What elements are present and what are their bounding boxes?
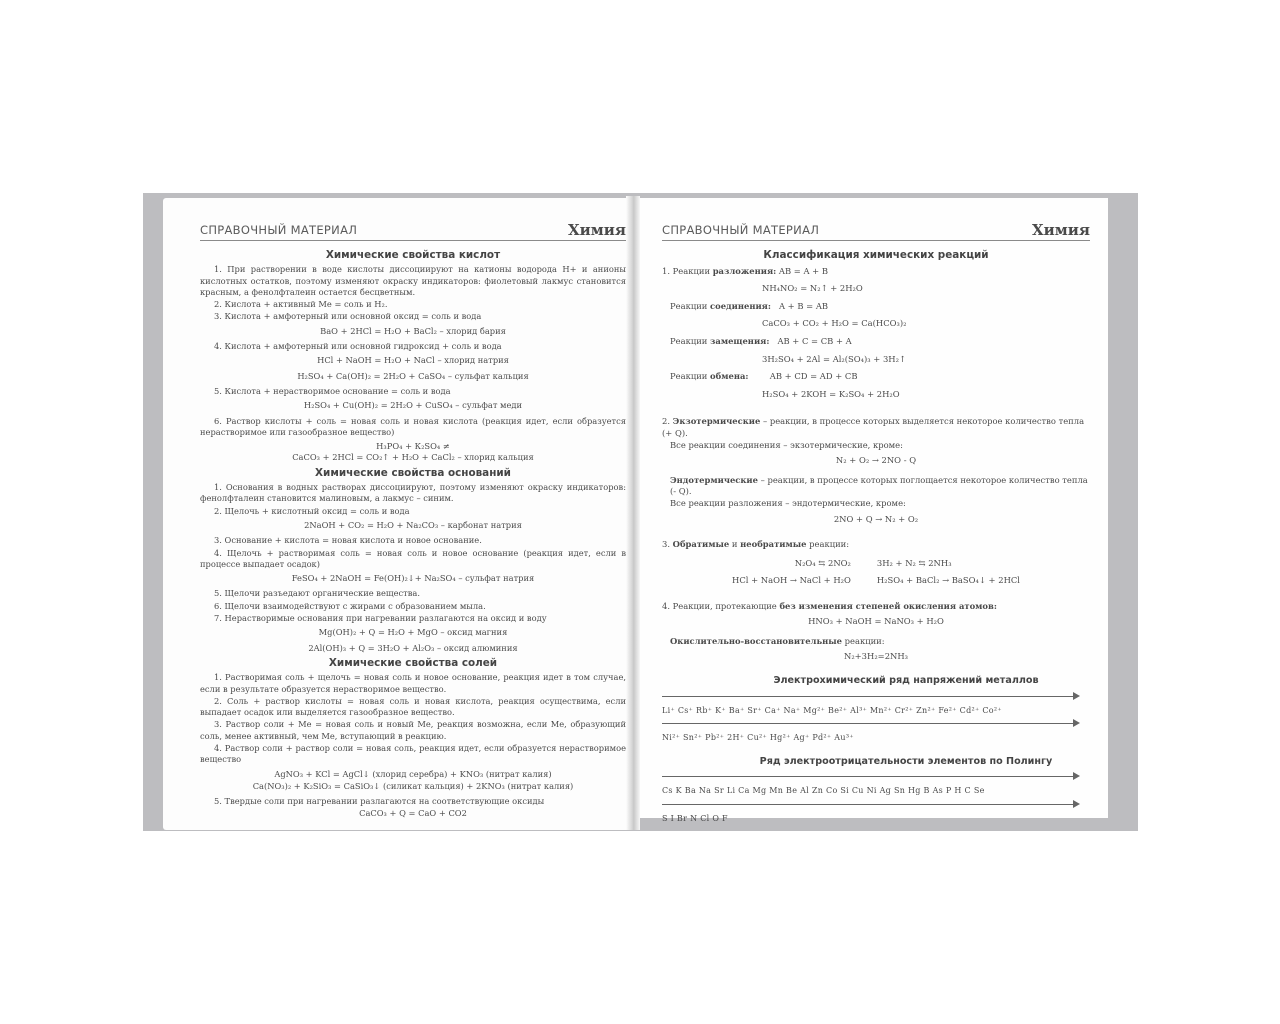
equation: N₂O₄ ⇆ 2NO₂ [794, 557, 851, 568]
paragraph: 4. Кислота + амфотерный или основной гидроксид + соль и вода [214, 341, 502, 352]
running-title: СПРАВОЧНЫЙ МАТЕРИАЛ [662, 223, 820, 237]
paragraph: 6. Щелочи взаимодействуют с жирами с образованием мыла. [214, 600, 486, 611]
endothermic-note: Все реакции разложения – эндотермические, кроме: [670, 497, 906, 508]
metals-series-row: Ni²⁺ Sn²⁺ Pb²⁺ 2H⁺ Cu²⁺ Hg²⁺ Ag⁺ Pd²⁺ Au³⁺ [662, 733, 854, 743]
series-arrow [662, 771, 1090, 781]
paragraph: 1. При растворении в воде кислоты диссоциируют на катионы водорода Н+ и анионы кислотных остатков, поэтому изменяют окраску индикаторов: фиолетовый лакмус становится красным, а фенолфталеин остается бесцветным. [200, 264, 626, 297]
reaction-type-combination: Реакции соединения: A + B = AB [670, 300, 829, 311]
pauling-series-row: Cs K Ba Na Sr Li Ca Mg Mn Be Al Zn Co Si Cu Ni Ag Sn Hg B As P H C Se [662, 786, 985, 796]
exothermic-definition: 2. Экзотермические – реакции, в процессе которых выделяется некоторое количество тепла (+ Q). [662, 416, 1085, 438]
paragraph: 5. Твердые соли при нагревании разлагаются на соответствующие оксиды [214, 796, 545, 807]
equation: Н₂SO₄ + Cu(OH)₂ = 2Н₂О + CuSO₄ – сульфат меди [303, 400, 523, 411]
equation: Н₂SO₄ + Са(ОН)₂ = 2Н₂О + CaSO₄ – сульфат кальция [297, 370, 529, 381]
right-page-content [662, 248, 1090, 825]
redox-heading: Окислительно-восстановительные реакции: [670, 635, 885, 646]
equation: N₂ + O₂ → 2NO - Q [835, 455, 917, 466]
equation: AgNO₃ + KCl = AgCl↓ (хлорид серебра) + KNO₃ (нитрат калия) [274, 768, 552, 779]
paragraph: 5. Кислота + нерастворимое основание = соль и вода [214, 385, 451, 396]
pauling-series-title: Ряд электроотрицательности элементов по Полингу [759, 755, 1053, 767]
equation: Н₃РО₄ + К₂SO₄ ≠ [376, 441, 450, 452]
reaction-type-exchange: Реакции обмена: AB + CD = AD + CB [670, 371, 858, 382]
exothermic-note: Все реакции соединения – экзотермические, кроме: [670, 439, 903, 450]
equation: NH₄NO₂ = N₂↑ + 2H₂O [762, 283, 863, 294]
equation: HCl + NaOH → NaCl + H₂O [732, 574, 851, 585]
series-arrow [662, 799, 1090, 809]
equation: H₂SO₄ + 2KOH = K₂SO₄ + 2H₂O [762, 388, 900, 399]
paragraph: 3. Основание + кислота = новая кислота и новое основание. [214, 535, 482, 546]
equation: 2NaOH + CO₂ = H₂O + Na₂CO₃ – карбонат натрия [304, 519, 522, 530]
equation: Ca(NO₃)₂ + K₂SiO₃ = CaSiO₃↓ (силикат кальция) + 2KNO₃ (нитрат калия) [252, 780, 574, 791]
left-page-header [200, 218, 626, 241]
equation: 3H₂SO₄ + 2Al = Al₂(SO₄)₃ + 3H₂↑ [762, 353, 906, 364]
paragraph: 2. Кислота + активный Ме = соль и Н₂. [214, 299, 388, 310]
reversible-heading: 3. Обратимые и необратимые реакции: [662, 539, 850, 550]
equation: HNO₃ + NaOH = NaNO₃ + H₂O [808, 616, 944, 627]
paragraph: 5. Щелочи разъедают органические вещества. [214, 588, 420, 599]
equation: FeSO₄ + 2NaOH = Fe(OH)₂↓+ Na₂SO₄ – сульфат натрия [291, 573, 535, 584]
paragraph: 3. Кислота + амфотерный или основной оксид = соль и вода [214, 311, 482, 322]
equation: СаСО₃ + 2НСl = СО₂↑ + Н₂О + СаСl₂ – хлорид кальция [292, 452, 534, 463]
metals-series-title: Электрохимический ряд напряжений металлов [773, 675, 1039, 687]
right-page [638, 198, 1108, 824]
endothermic-definition: Эндотермические – реакции, в процессе которых поглощается некоторое количество тепла (- Q). [670, 474, 1088, 497]
equation: H₂SO₄ + BaCl₂ → BaSO₄↓ + 2HCl [876, 574, 1020, 585]
series-arrow [662, 691, 1090, 701]
section-title-classification: Классификация химических реакций [763, 249, 989, 261]
equation: N₂+3H₂=2NH₃ [843, 651, 909, 662]
paragraph: 4. Щелочь + растворимая соль = новая соль и новое основание (реакция идет, если в процессе выпадает осадок) [200, 547, 626, 569]
running-title: СПРАВОЧНЫЙ МАТЕРИАЛ [200, 223, 358, 237]
reaction-type-decomposition: 1. Реакции разложения: AB = A + B [662, 265, 828, 276]
oxidation-heading: 4. Реакции, протекающие без изменения степеней окисления атомов: [662, 600, 997, 611]
equation: Mg(OH)₂ + Q = H₂O + MgO – оксид магния [318, 627, 508, 638]
section-title-salts: Химические свойства солей [328, 656, 498, 669]
subject-title: Химия [1031, 221, 1090, 239]
equation: 3H₂ + N₂ ⇆ 2NH₃ [876, 557, 952, 568]
book-spine-gutter [626, 196, 640, 830]
paragraph: 2. Щелочь + кислотный оксид = соль и вода [214, 505, 410, 516]
equation: 2Al(OH)₃ + Q = 3H₂O + Al₂O₃ – оксид алюминия [308, 642, 518, 653]
equation: CaCO₃ + Q = CaO + CO2 [359, 808, 467, 819]
subject-title: Химия [567, 221, 626, 239]
series-arrow [662, 718, 1090, 728]
reaction-type-substitution: Реакции замещения: AB + C = CB + A [670, 335, 852, 346]
equation: CaCO₃ + CO₂ + H₂O = Ca(HCO₃)₂ [762, 318, 907, 329]
paragraph: 4. Раствор соли + раствор соли = новая соль, реакция идет, если образуется нерастворимое вещество [200, 742, 626, 765]
reversible-equations [662, 555, 1090, 589]
paragraph: 6. Раствор кислоты + соль = новая соль и новая кислота (реакция идет, если образуется нерастворимое или газообразное вещество) [200, 415, 626, 437]
paragraph: 1. Растворимая соль + щелочь = новая соль и новое основание, реакция идет в том случае, если в результате образуется нерастворимое вещество. [200, 672, 626, 694]
section-title-bases: Химические свойства оснований [315, 466, 511, 479]
equation: НСl + NaOH = Н₂О + NaCl – хлорид натрия [317, 355, 509, 366]
left-page [163, 198, 633, 830]
metals-series-row: Li⁺ Cs⁺ Rb⁺ K⁺ Ba⁺ Sr⁺ Ca⁺ Na⁺ Mg²⁺ Be²⁺ Al³⁺ Mn²⁺ Cr²⁺ Zn²⁺ Fe²⁺ Cd²⁺ Co²⁺ [662, 705, 1002, 715]
equation: 2NO + Q → N₂ + O₂ [833, 513, 919, 524]
left-page-content [200, 248, 626, 824]
right-page-header [662, 218, 1090, 241]
paragraph: 2. Соль + раствор кислоты = новая соль и новая кислота, реакция осуществима, если выпадает осадок или выделяется газообразное вещество. [200, 695, 626, 718]
paragraph: 3. Раствор соли + Ме = новая соль и новый Ме, реакция возможна, если Ме, образующий соль, менее активный, чем Ме, вступающий в реакцию. [200, 719, 626, 741]
pauling-series-row: S I Br N Cl O F [662, 814, 728, 824]
section-title-acids: Химические свойства кислот [325, 249, 501, 261]
paragraph: 1. Основания в водных растворах диссоциируют, поэтому изменяют окраску индикаторов: фенолфталеин становится малиновым, а лакмус – синим. [200, 482, 626, 504]
equation: ВаО + 2НСl = Н₂О + ВаСl₂ – хлорид бария [320, 325, 506, 336]
paragraph: 7. Нерастворимые основания при нагревании разлагаются на оксид и воду [214, 613, 547, 624]
